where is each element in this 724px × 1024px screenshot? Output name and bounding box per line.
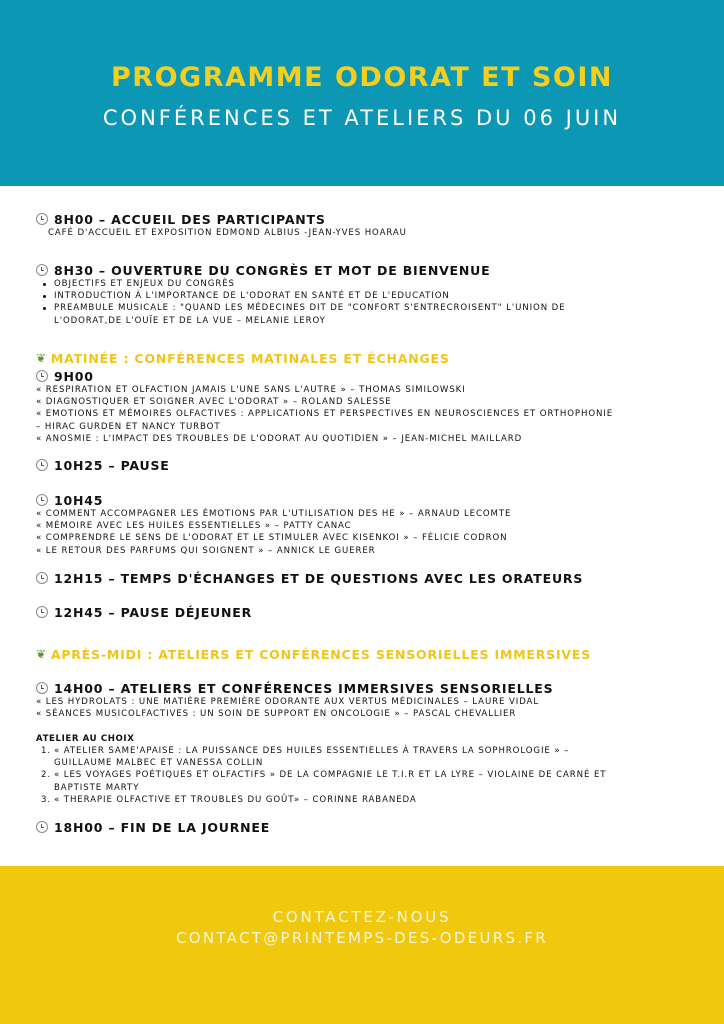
clock-icon — [36, 459, 48, 471]
clock-icon — [36, 213, 48, 225]
list-item — [41, 745, 716, 769]
page-subtitle: CONFÉRENCES ET ATELIERS DU 06 JUIN — [102, 106, 622, 130]
list-item: PREAMBULE MUSICALE : "QUAND LES MÉDECINES DIT DE "CONFORT S'ENTRECROISENT" L'UNION DE — [54, 302, 716, 314]
section-1400 — [36, 680, 716, 720]
list-number: 3. — [41, 794, 51, 805]
talk-line: « DIAGNOSTIQUER ET SOIGNER AVEC L'ODORAT » – ROLAND SALESSE — [36, 397, 392, 408]
clock-icon — [36, 606, 48, 618]
atelier-line: BAPTISTE MARTY — [54, 782, 140, 793]
contact-email[interactable]: CONTACT@PRINTEMPS-DES-ODEURS.FR — [175, 929, 549, 947]
atelier-list — [36, 745, 716, 806]
clock-icon — [36, 494, 48, 506]
section-heading: 10H25 – PAUSE — [54, 457, 170, 473]
clock-icon — [36, 682, 48, 694]
list-item-continuation: L'ODORAT,DE L'OUÏE ET DE LA VUE – MELANIE LEROY — [54, 315, 326, 326]
section-heading: 18H00 – FIN DE LA JOURNEE — [54, 819, 271, 835]
section-heading: 8H30 – OUVERTURE DU CONGRÈS ET MOT DE BIENVENUE — [54, 262, 491, 278]
list-number: 2. — [41, 770, 51, 781]
talk-line: « RESPIRATION ET OLFACTION JAMAIS L'UNE SANS L'AUTRE » – THOMAS SIMILOWSKI — [36, 385, 466, 395]
atelier-line: « THERAPIE OLFACTIVE ET TROUBLES DU GOÛT» – CORINNE RABANEDA — [54, 794, 417, 805]
talk-line: « SÉANCES MUSICOLFACTIVES : UN SOIN DE SUPPORT EN ONCOLOGIE » – PASCAL CHEVALLIER — [36, 709, 517, 720]
part-title: MATINÉE : CONFÉRENCES MATINALES ET ÉCHANGES — [50, 350, 450, 366]
atelier-line: « ATELIER SAME'APAISE : LA PUISSANCE DES HUILES ESSENTIELLES À TRAVERS LA SOPHROLOGIE » – — [54, 746, 570, 756]
section-matinee — [36, 350, 716, 445]
atelier-line: « LES VOYAGES POÉTIQUES ET OLFACTIFS » DE LA COMPAGNIE LE T.I.R ET LA LYRE – VIOLAINE DE CARNÉ ET — [54, 770, 607, 781]
section-ouverture — [36, 262, 716, 327]
atelier-heading: ATELIER AU CHOIX — [36, 734, 135, 744]
section-fin — [36, 819, 716, 835]
talk-line: – HIRAC GURDEN ET NANCY TURBOT — [36, 421, 221, 432]
footer-banner — [0, 866, 724, 1024]
section-ateliers — [36, 733, 716, 806]
section-pause — [36, 457, 716, 473]
list-item: OBJECTIFS ET ENJEUX DU CONGRÈS — [54, 278, 716, 290]
section-accueil — [36, 211, 716, 239]
bullet-list — [36, 278, 716, 315]
talk-line: « ANOSMIE : L'IMPACT DES TROUBLES DE L'ODORAT AU QUOTIDIEN » – JEAN-MICHEL MAILLARD — [36, 433, 523, 444]
clock-icon — [36, 370, 48, 382]
page-title: PROGRAMME ODORAT ET SOIN — [111, 62, 613, 93]
talk-line: « LES HYDROLATS : UNE MATIÈRE PREMIÈRE ODORANTE AUX VERTUS MÉDICINALES – LAURE VIDAL — [36, 697, 540, 707]
section-heading: 8H00 – ACCUEIL DES PARTICIPANTS — [54, 211, 326, 227]
leaf-icon: ❦ — [36, 351, 47, 365]
talk-line: « EMOTIONS ET MÉMOIRES OLFACTIVES : APPLICATIONS ET PERSPECTIVES EN NEUROSCIENCES ET ORTHOPHONIE — [36, 409, 614, 420]
atelier-line: GUILLAUME MALBEC ET VANESSA COLLIN — [54, 758, 264, 769]
section-echanges — [36, 570, 716, 586]
talk-line: « MÉMOIRE AVEC LES HUILES ESSENTIELLES » – PATTY CANAC — [36, 521, 352, 532]
list-item: INTRODUCTION À L'IMPORTANCE DE L'ODORAT EN SANTÉ ET DE L'EDUCATION — [54, 290, 716, 302]
contact-label: CONTACTEZ-NOUS — [272, 908, 452, 926]
clock-icon — [36, 572, 48, 584]
section-line: CAFÉ D'ACCUEIL ET EXPOSITION EDMOND ALBIUS -JEAN-YVES HOARAU — [48, 228, 407, 238]
list-number: 1. — [41, 746, 51, 756]
section-heading: 12H15 – TEMPS D'ÉCHANGES ET DE QUESTIONS AVEC LES ORATEURS — [54, 570, 584, 586]
leaf-icon: ❦ — [36, 647, 47, 661]
talk-line: « COMMENT ACCOMPAGNER LES ÉMOTIONS PAR L'UTILISATION DES HE » – ARNAUD LECOMTE — [36, 509, 512, 519]
header-banner — [0, 0, 724, 186]
part-title: APRÈS-MIDI : ATELIERS ET CONFÉRENCES SENSORIELLES IMMERSIVES — [50, 646, 592, 662]
list-item — [41, 769, 716, 793]
talk-line: « LE RETOUR DES PARFUMS QUI SOIGNENT » – ANNICK LE GUERER — [36, 545, 376, 556]
section-apresmidi — [36, 646, 716, 662]
section-heading: 12H45 – PAUSE DÉJEUNER — [54, 604, 253, 620]
section-heading: 14H00 – ATELIERS ET CONFÉRENCES IMMERSIVES SENSORIELLES — [54, 680, 554, 696]
talk-line: « COMPRENDRE LE SENS DE L'ODORAT ET LE STIMULER AVEC KISENKOI » – FÉLICIE CODRON — [36, 533, 508, 544]
section-heading: 10H45 — [54, 492, 104, 508]
section-dejeuner — [36, 604, 716, 620]
clock-icon — [36, 821, 48, 833]
clock-icon — [36, 264, 48, 276]
section-1045 — [36, 492, 716, 557]
list-item — [41, 794, 716, 806]
section-heading: 9H00 — [54, 368, 94, 384]
